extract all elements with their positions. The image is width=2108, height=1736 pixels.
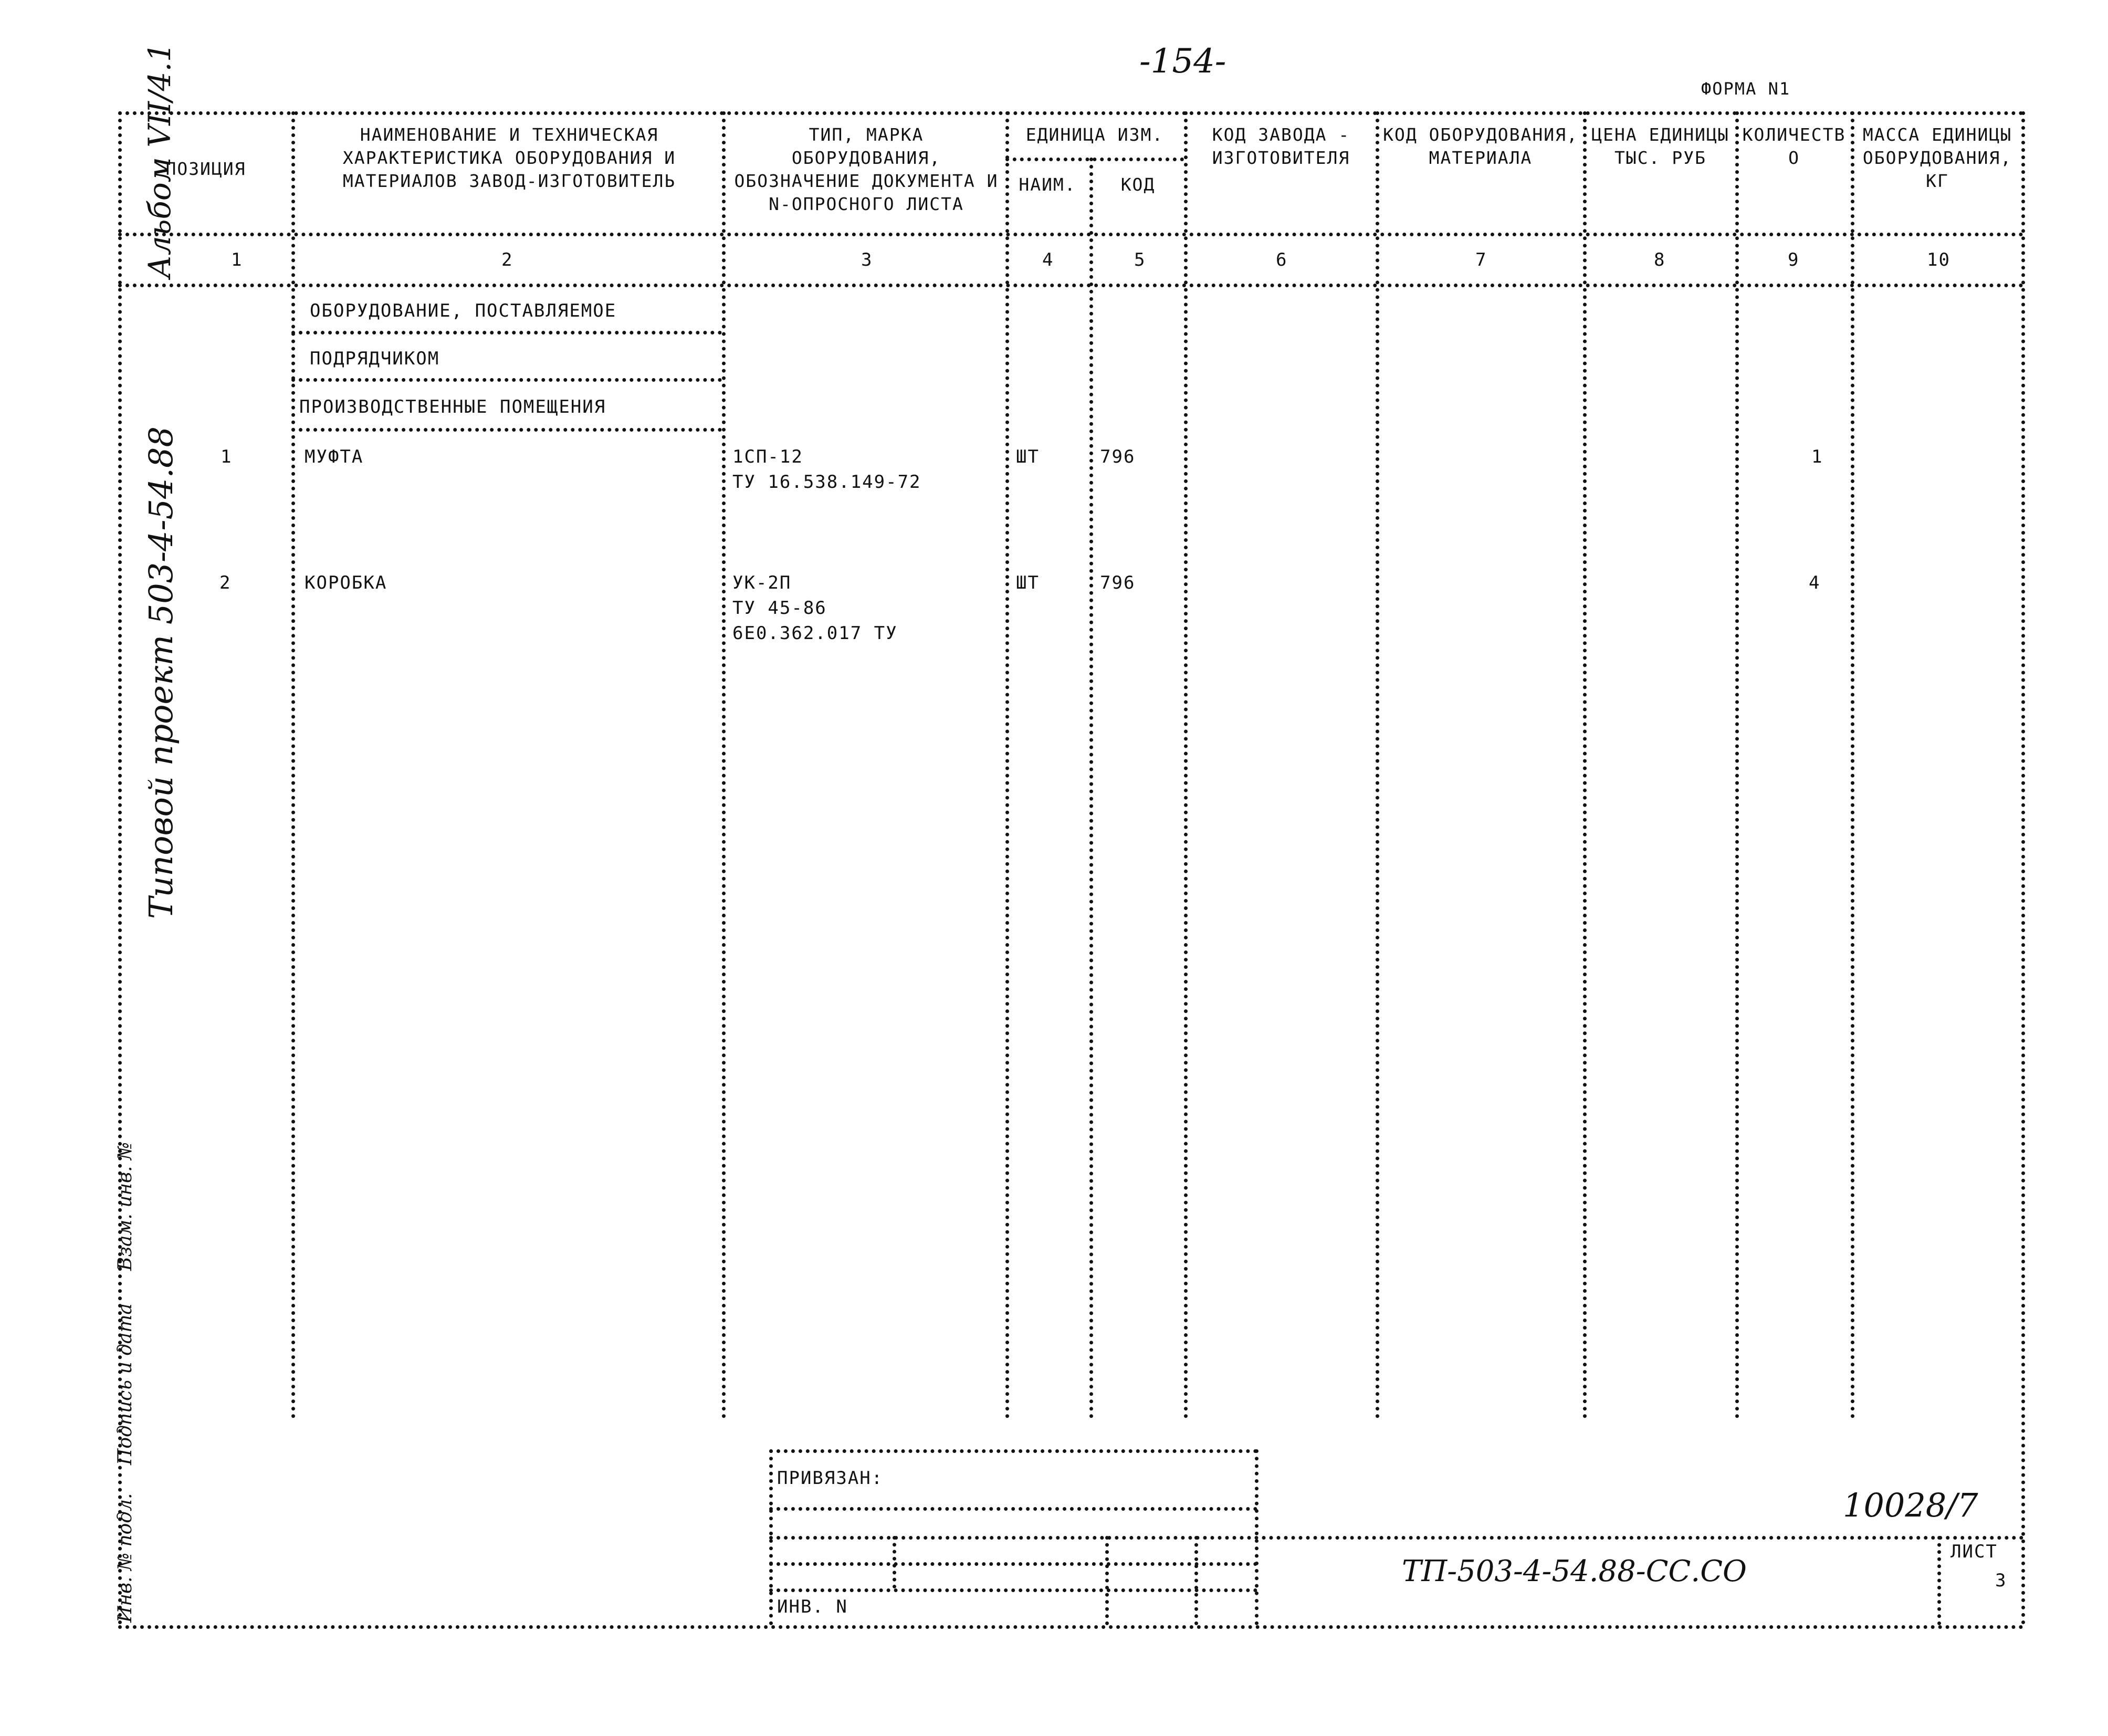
col-border — [1184, 111, 1188, 1419]
header-equipment-code: КОД ОБОРУДОВАНИЯ, МАТЕРИАЛА — [1383, 124, 1578, 168]
row-name: КОРОБКА — [305, 572, 387, 593]
col-border — [1851, 111, 1854, 1419]
sheet-cell-border — [1937, 1536, 1941, 1625]
header-factory-code: КОД ЗАВОДА - ИЗГОТОВИТЕЛЯ — [1212, 124, 1350, 168]
header-name: НАИМЕНОВАНИЕ И ТЕХНИЧЕСКАЯ ХАРАКТЕРИСТИКА ОБОРУДОВАНИЯ И МАТЕРИАЛОВ ЗАВОД-ИЗГОТОВИТЕЛЬ — [342, 124, 676, 191]
colnum-6: 6 — [1276, 249, 1288, 270]
row-type-line: 6Е0.362.017 ТУ — [732, 623, 898, 644]
stamp-line — [769, 1562, 1257, 1566]
stamp-line — [769, 1536, 2024, 1540]
header-unit-top: ЕДИНИЦА ИЗМ. — [1025, 124, 1164, 145]
col-border — [2021, 111, 2025, 1625]
colnum-9: 9 — [1788, 249, 1800, 270]
stamp-line — [769, 1507, 1257, 1511]
row-type-line: ТУ 45-86 — [732, 598, 827, 619]
colnum-4: 4 — [1042, 249, 1054, 270]
section-divider — [291, 331, 722, 334]
colnum-5: 5 — [1134, 249, 1146, 270]
table-bottom-border — [118, 1625, 2024, 1629]
stamp-inv: ИНВ. N — [777, 1596, 848, 1617]
header-quantity: КОЛИЧЕСТВО — [1742, 124, 1846, 168]
header-type: ТИП, МАРКА ОБОРУДОВАНИЯ, ОБОЗНАЧЕНИЕ ДОКУМЕНТА И N-ОПРОСНОГО ЛИСТА — [734, 124, 999, 214]
section-divider — [291, 428, 722, 432]
colnum-2: 2 — [501, 249, 513, 270]
row-name: МУФТА — [305, 446, 364, 467]
stamp-label-replace: Взам. инв. № — [114, 1142, 136, 1271]
stamp-col-border — [769, 1449, 773, 1625]
stamp-col-border — [1194, 1536, 1198, 1625]
project-label: Типовой проект 503-4-54.88 — [142, 426, 180, 919]
stamp-line — [769, 1588, 1257, 1592]
row-type-line: ТУ 16.538.149-72 — [732, 472, 921, 493]
unit-subheader-divider — [1005, 158, 1184, 161]
stamp-label-inv: Инв. № подл. — [114, 1493, 136, 1623]
order-number: 10028/7 — [1843, 1486, 1978, 1524]
colnum-1: 1 — [231, 249, 243, 270]
row-code: 796 — [1100, 572, 1136, 593]
album-label: Альбом VII/4.1 — [142, 43, 177, 278]
colnum-8: 8 — [1654, 249, 1666, 270]
header-code: КОД — [1120, 174, 1156, 195]
row-type-line: УК-2П — [732, 572, 792, 593]
row-quantity: 4 — [1809, 572, 1821, 593]
row-quantity: 1 — [1811, 446, 1823, 467]
sheet-label: ЛИСТ — [1950, 1541, 1998, 1562]
col-border — [1089, 158, 1093, 1419]
col-border — [1005, 111, 1009, 1419]
col-border — [118, 111, 122, 1625]
stamp-col-border — [1255, 1449, 1258, 1625]
col-border — [1735, 111, 1739, 1419]
col-border — [1583, 111, 1587, 1419]
col-border — [291, 111, 295, 1419]
header-price: ЦЕНА ЕДИНИЦЫ ТЫС. РУБ — [1591, 124, 1729, 168]
section-heading: ПОДРЯДЧИКОМ — [310, 348, 440, 369]
document-code: ТП-503-4-54.88-СС.СО — [1402, 1554, 1747, 1588]
header-unit-subname: НАИМ. — [1019, 174, 1076, 195]
stamp-privyazan: ПРИВЯЗАН: — [777, 1468, 884, 1489]
row-position: 2 — [219, 572, 232, 593]
stamp-top-border — [769, 1449, 1257, 1453]
colnum-7: 7 — [1475, 249, 1487, 270]
form-label: ФОРМА N1 — [1701, 79, 1791, 99]
colnum-3: 3 — [861, 249, 873, 270]
section-heading: ПРОИЗВОДСТВЕННЫЕ ПОМЕЩЕНИЯ — [299, 396, 606, 417]
stamp-col-border — [1105, 1536, 1109, 1625]
header-mass: МАССА ЕДИНИЦЫ ОБОРУДОВАНИЯ, КГ — [1862, 124, 2012, 191]
row-unit: ШТ — [1016, 446, 1040, 467]
header-position: ПОЗИЦИЯ — [165, 159, 246, 179]
section-heading: ОБОРУДОВАНИЕ, ПОСТАВЛЯЕМОЕ — [310, 300, 617, 321]
row-position: 1 — [221, 446, 233, 467]
stamp-col-border — [893, 1536, 896, 1588]
row-unit: ШТ — [1016, 572, 1040, 593]
colnum-10: 10 — [1927, 249, 1950, 270]
page-number: -154- — [1139, 42, 1226, 81]
sheet-number: 3 — [1995, 1570, 2007, 1591]
col-border — [722, 111, 726, 1419]
section-divider — [291, 378, 722, 382]
row-code: 796 — [1100, 446, 1136, 467]
stamp-label-signature: Подпись и дата — [114, 1303, 136, 1465]
row-type-line: 1СП-12 — [732, 446, 803, 467]
col-border — [1376, 111, 1379, 1419]
